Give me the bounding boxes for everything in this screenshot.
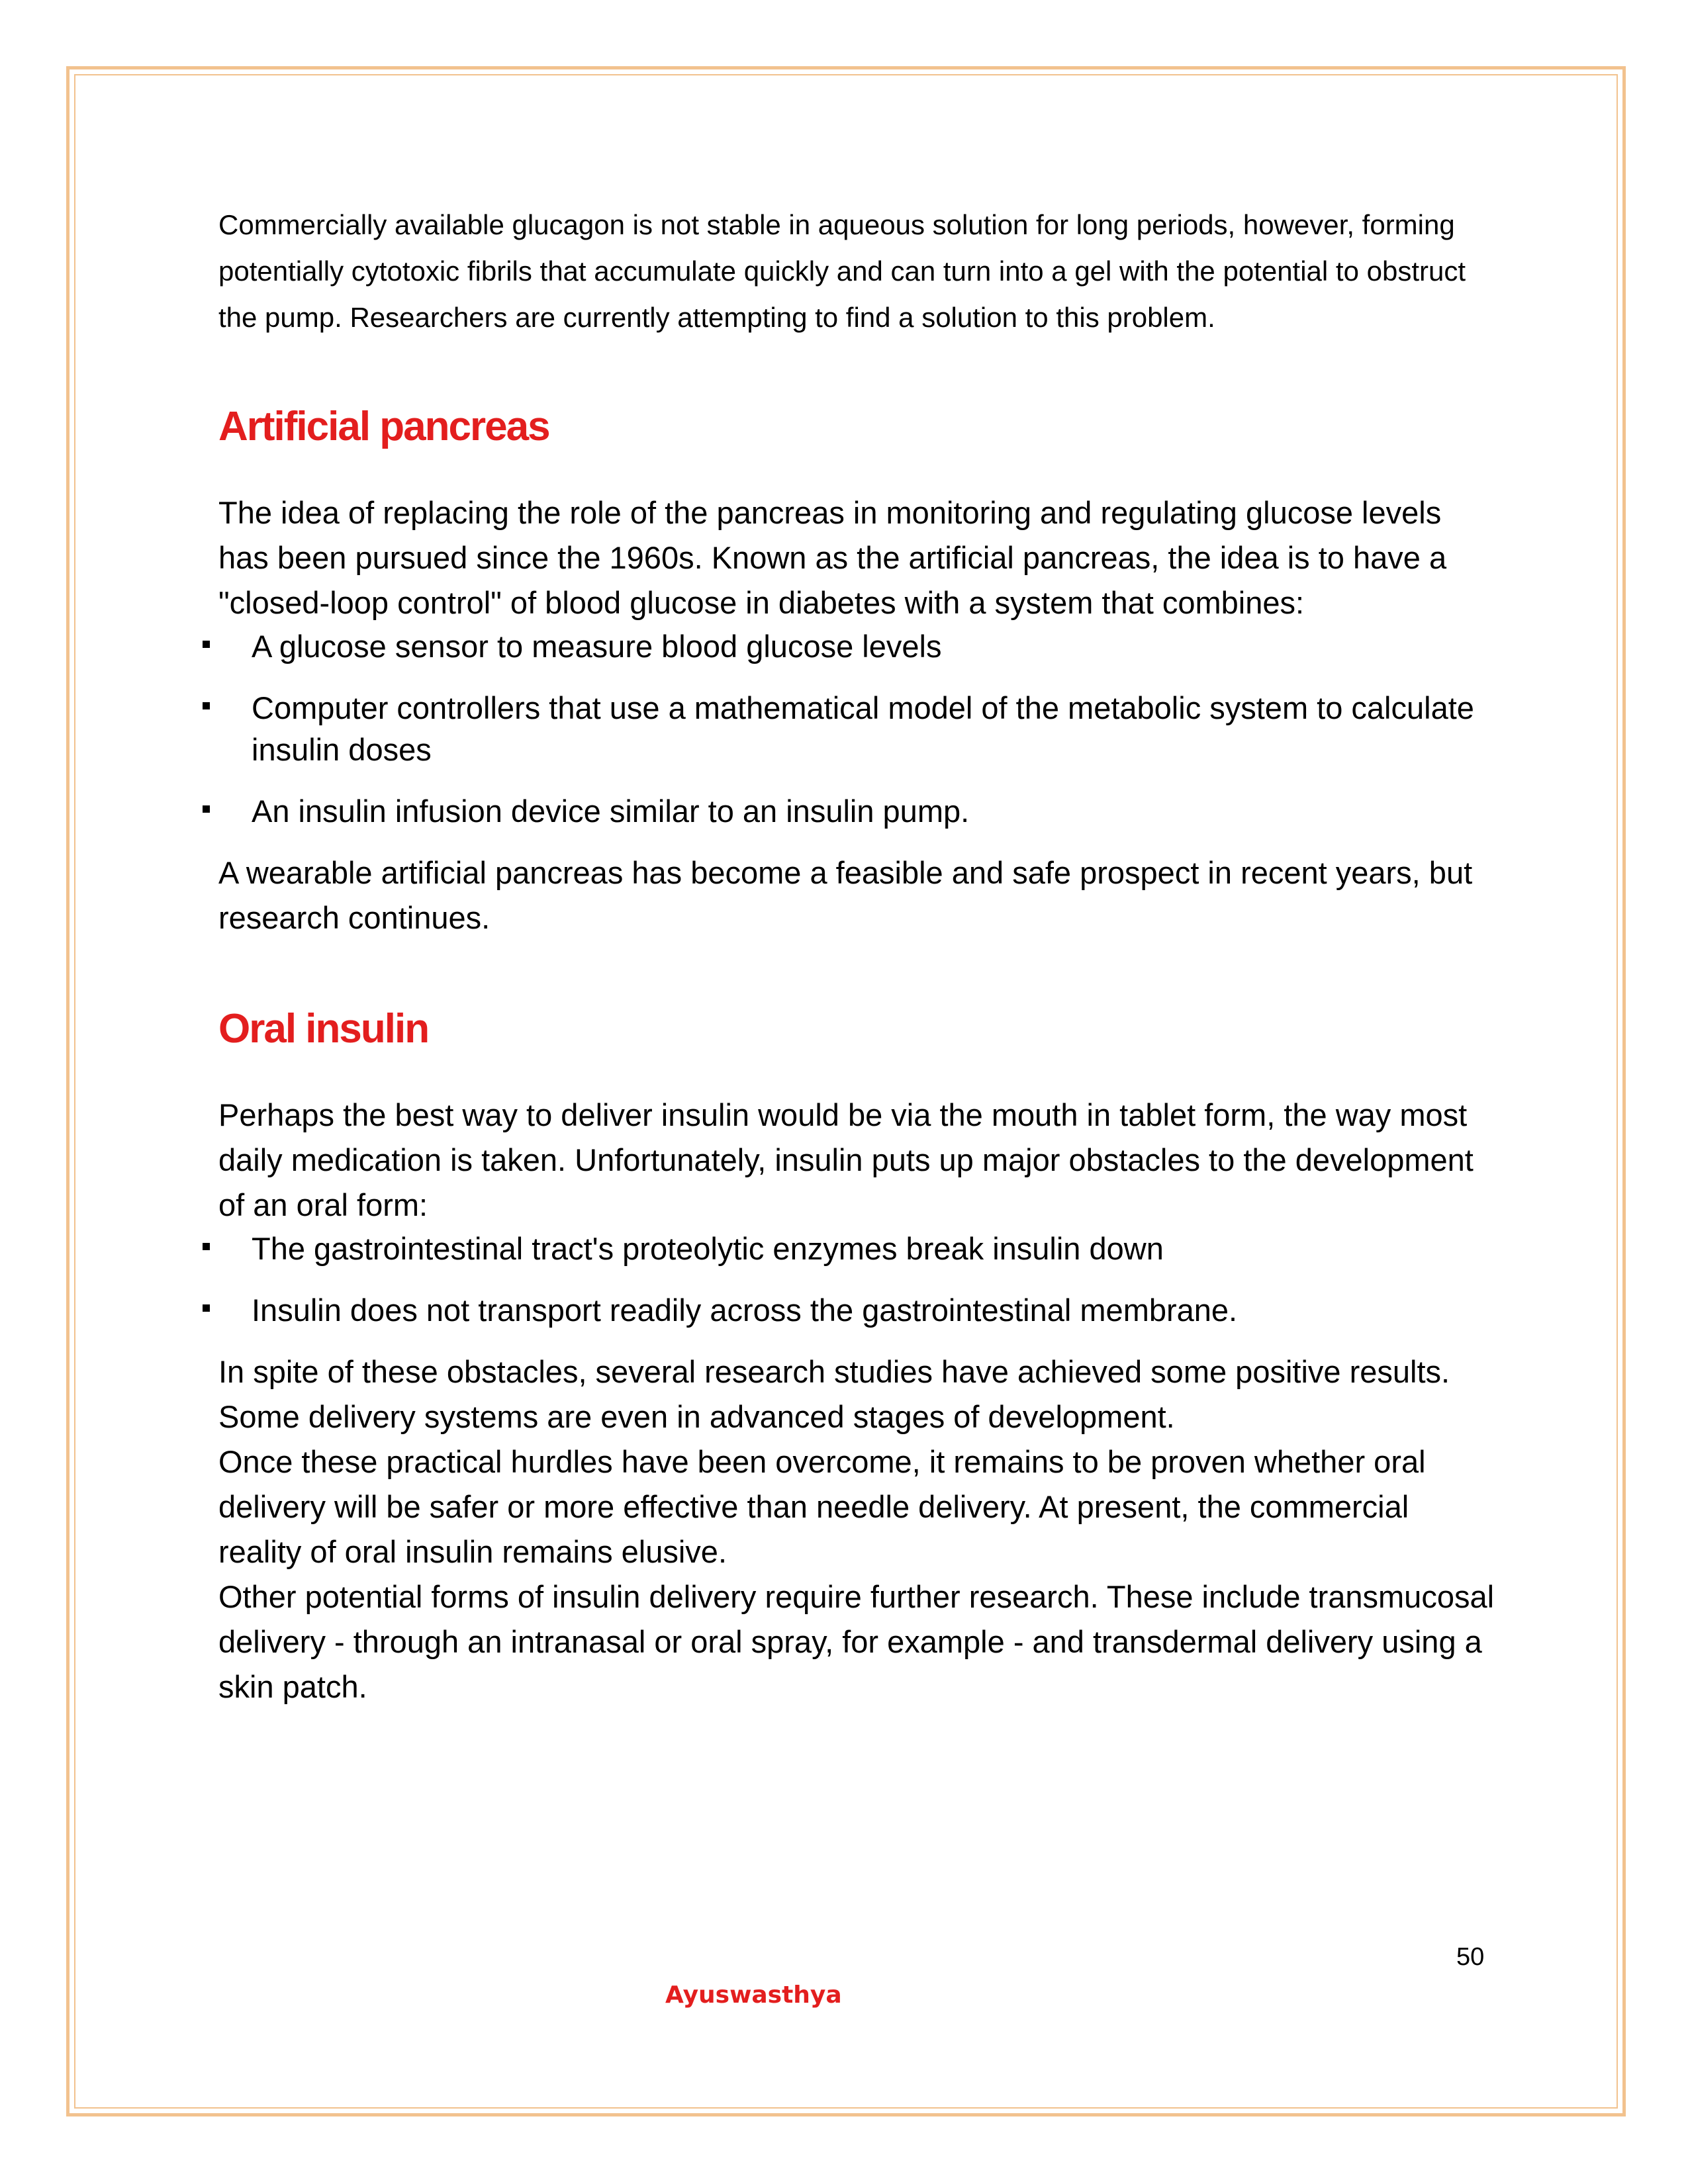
oral-insulin-list — [218, 1228, 1496, 1331]
page-content — [218, 202, 1496, 1709]
bullet-icon — [203, 702, 210, 709]
artificial-pancreas-intro: The idea of replacing the role of the pancreas in monitoring and regulating glucose levels has been pursued since the 1960s. Known as the artificial pancreas, the idea is to have a "closed-loop control" of blood glucose in diabetes with a system that combines: — [218, 495, 1447, 620]
list-item — [218, 1228, 1496, 1269]
list-item-text: A glucose sensor to measure blood glucose levels — [252, 629, 942, 664]
footer-brand: Ayuswasthya — [665, 1981, 842, 2009]
bullet-icon — [203, 805, 210, 813]
oral-insulin-paragraph-3: Other potential forms of insulin delivery require further research. These include transmucosal delivery - through an intranasal or oral spray, for example - and transdermal delivery using a skin patch. — [218, 1579, 1495, 1704]
list-item — [218, 790, 1496, 832]
list-item-text: Insulin does not transport readily across the gastrointestinal membrane. — [252, 1293, 1238, 1328]
artificial-pancreas-closing: A wearable artificial pancreas has become a feasible and safe prospect in recent years, but research continues. — [218, 855, 1473, 935]
artificial-pancreas-list — [218, 625, 1496, 832]
page-number: 50 — [1456, 1943, 1485, 1971]
list-item-text: Computer controllers that use a mathematical model of the metabolic system to calculate insulin doses — [252, 690, 1474, 767]
oral-insulin-intro: Perhaps the best way to deliver insulin would be via the mouth in tablet form, the way most daily medication is taken. Unfortunately, insulin puts up major obstacles to the development of an oral form: — [218, 1097, 1474, 1222]
bullet-icon — [203, 1243, 210, 1250]
list-item-text: The gastrointestinal tract's proteolytic enzymes break insulin down — [252, 1231, 1164, 1266]
bullet-icon — [203, 1304, 210, 1312]
oral-insulin-paragraph-2: Once these practical hurdles have been overcome, it remains to be proven whether oral delivery will be safer or more effective than needle delivery. At present, the commercial reality of oral insulin remains elusive. — [218, 1444, 1426, 1569]
oral-insulin-paragraph-1: In spite of these obstacles, several research studies have achieved some positive results. Some delivery systems are even in advanced stages of development. — [218, 1354, 1450, 1434]
list-item — [218, 687, 1496, 770]
artificial-pancreas-heading: Artificial pancreas — [218, 404, 549, 449]
oral-insulin-heading: Oral insulin — [218, 1006, 429, 1052]
list-item-text: An insulin infusion device similar to an insulin pump. — [252, 794, 970, 829]
intro-paragraph: Commercially available glucagon is not stable in aqueous solution for long periods, however, forming potentially cytotoxic fibrils that accumulate quickly and can turn into a gel with the potential to obstruct the pump. Researchers are currently attempting to find a solution to this problem. — [218, 209, 1466, 333]
list-item — [218, 1289, 1496, 1331]
list-item — [218, 625, 1496, 667]
bullet-icon — [203, 641, 210, 648]
